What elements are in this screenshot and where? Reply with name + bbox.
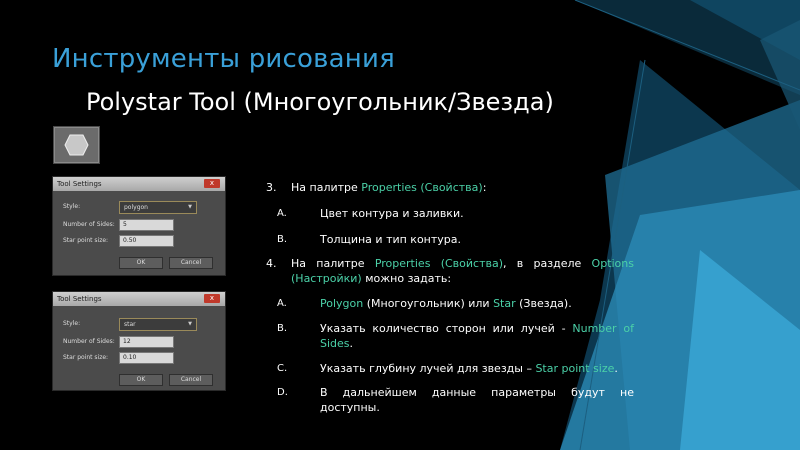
item-text: , в разделе: [503, 257, 592, 270]
slide-subtitle: Polystar Tool (Многоугольник/Звезда): [86, 88, 554, 116]
item-text: Указать количество сторон или лучей -: [320, 322, 573, 335]
item-number: A.: [277, 208, 287, 219]
ok-button[interactable]: OK: [119, 257, 163, 269]
sides-input[interactable]: 5: [119, 219, 174, 231]
item-highlight: Star: [493, 297, 516, 310]
dialog-titlebar: [53, 177, 225, 191]
star-point-label: Star point size:: [63, 237, 109, 244]
item-highlight: Star point size: [535, 362, 615, 375]
item-text: можно задать:: [361, 272, 452, 285]
slide-title: Инструменты рисования: [52, 44, 395, 74]
dialog-titlebar: [53, 292, 225, 306]
item-text: Толщина и тип контура.: [320, 233, 462, 246]
tool-settings-dialog-star: [52, 291, 226, 391]
item-number: A.: [277, 298, 287, 309]
dialog-title: Tool Settings: [57, 180, 102, 188]
item-text: Указать глубину лучей для звезды –: [320, 362, 536, 375]
star-point-input[interactable]: 0.50: [119, 235, 174, 247]
item-text: Цвет контура и заливки.: [320, 207, 464, 220]
item-text: В дальнейшем данные параметры будут не доступны.: [320, 386, 634, 414]
item-text: .: [614, 362, 618, 375]
item-text: На палитре: [291, 257, 375, 270]
tool-settings-dialog-polygon: [52, 176, 226, 276]
item-text: .: [349, 337, 354, 350]
style-label: Style:: [63, 203, 81, 210]
hexagon-icon: [64, 134, 89, 156]
item-highlight: Polygon: [320, 297, 364, 310]
star-point-label: Star point size:: [63, 354, 109, 361]
item-highlight: Properties (Свойства): [374, 257, 503, 270]
item-number: 3.: [266, 181, 277, 194]
close-button[interactable]: x: [204, 179, 220, 188]
item-text: :: [482, 181, 487, 194]
style-select[interactable]: [119, 201, 197, 214]
item-text: (Звезда).: [515, 297, 572, 310]
chevron-down-icon: ▼: [188, 204, 192, 210]
item-text: На палитре: [291, 181, 362, 194]
style-label: Style:: [63, 320, 81, 327]
item-number: 4.: [266, 257, 277, 270]
item-highlight: Properties (Свойства): [361, 181, 483, 194]
sides-input[interactable]: 12: [119, 336, 174, 348]
style-select-value: polygon: [124, 204, 148, 211]
item-number: C.: [277, 363, 288, 374]
sides-label: Number of Sides:: [63, 338, 115, 345]
polystar-tool-button[interactable]: [53, 126, 100, 164]
item-highlight: Options (Настройки): [291, 257, 634, 285]
close-button[interactable]: x: [204, 294, 220, 303]
style-select[interactable]: [119, 318, 197, 331]
sides-label: Number of Sides:: [63, 221, 115, 228]
star-point-input[interactable]: 0.10: [119, 352, 174, 364]
item-number: B.: [277, 234, 288, 245]
dialog-title: Tool Settings: [57, 295, 102, 303]
item-number: B.: [277, 323, 288, 334]
item-number: D.: [277, 387, 288, 398]
item-highlight: Number of Sides: [320, 322, 634, 350]
item-text: (Многоугольник) или: [363, 297, 494, 310]
cancel-button[interactable]: Cancel: [169, 374, 213, 386]
chevron-down-icon: ▼: [188, 321, 192, 327]
ok-button[interactable]: OK: [119, 374, 163, 386]
style-select-value: star: [124, 321, 136, 328]
cancel-button[interactable]: Cancel: [169, 257, 213, 269]
